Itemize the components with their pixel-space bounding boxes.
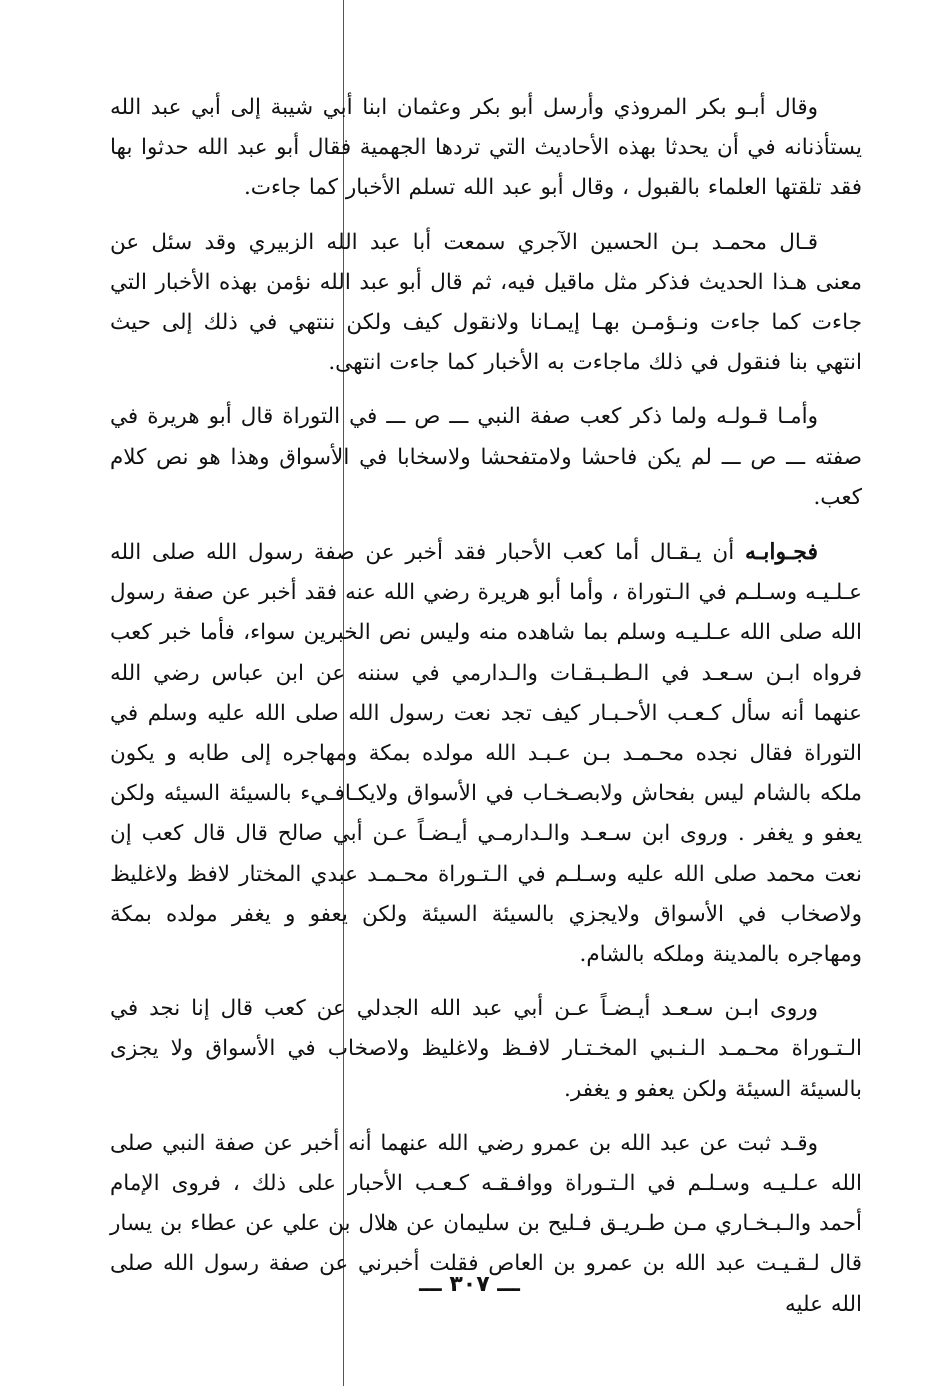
paragraph-ajurri bbox=[110, 223, 862, 384]
page-number: ـــ ٣٠٧ ـــ bbox=[419, 1272, 520, 1297]
paragraph-text: وأمـا قـولـه ولما ذكر كعب صفة النبي ـــ ص ـــ في التوراة قال أبو هريرة في صفته ـــ ص ـــ لم يكن فاحشا ولامتفحشا ولاسخابا في الأسواق وهذا هو نص كلام كعب. bbox=[110, 404, 862, 510]
paragraph-text: وقال أبـو بكر المروذي وأرسل أبو بكر وعثمان ابنا أبي شيبة إلى أبي عبد الله يستأذنانه في أن يحدثا بهذه الأحاديث التي تردها الجهمية فقال أبو عبد الله حدثوا بها فقد تلقتها العلماء بالقبول ، وقال أبو عبد الله تسلم الأخبار كما جاءت. bbox=[110, 95, 862, 201]
page-text bbox=[110, 88, 862, 1339]
paragraph-marwazi bbox=[110, 88, 862, 209]
paragraph-answer bbox=[110, 532, 862, 975]
answer-heading: فجـوابـه bbox=[744, 539, 818, 566]
paragraph-text: وروى ابـن سـعـد أيـضـاً عـن أبي عبد الله الجدلي عن كعب قال إنا نجد في الـتـوراة محـمـد الـنـبي المخـتـار لافـظ ولاغليظ ولاصخاب في الأسواق ولا يجزى بالسيئة السيئة ولكن يعفو و يغفر. bbox=[110, 996, 862, 1102]
paragraph-text: وقـد ثبت عن عبد الله بن عمرو رضي الله عنهما أنه أخبر عن صفة النبي صلى الله عـلـيـه وسـلـم في الـتـوراة ووافـقـه كـعـب الأحبار على ذلك ، فروى الإمام أحمد والـبـخـاري مـن طـريـق فـليح بن سليمان عن هلال بن علي عن عطاء بن يسار قال لـقـيـت عبد الله بن عمرو بن العاص فقلت أخبرني عن صفة رسول الله صلى الله عليه bbox=[110, 1130, 862, 1317]
paragraph-text: أن يـقـال أما كعب الأحبار فقد أخبر عن صفة رسول الله صلى الله عـلـيـه وسـلـم في الـتوراة ، وأما أبو هريرة رضي الله عنه فقد أخبر عن صفة رسول الله صلى الله عـلـيـه وسلم بما شاهده منه وليس نص الخبرين سواء، فأما خبر كعب فرواه ابـن سـعـد في الـطـبـقـات والـدارمي في سننه عن ابن عباس رضي الله عنهما أنه سأل كـعـب الأحـبـار كيف تجد نعت رسول الله صلى الله عليه وسلم في التوراة فقال نجده محـمـد بـن عـبـد الله مولده بمكة ومهاجره إلى طابه و يكون ملكه بالشام ليس بفحاش ولابصـخـاب في الأسواق ولايكـافـيء بالسيئة السيئه ولكن يعفو و يغفر . وروى ابن سـعـد والـدارمـي أيـضـاً عـن أبي صالح قال قال كعب إن نعت محمد صلى الله عليه وسـلـم في الـتـوراة محـمـد عبدي المختار لافظ ولاغليظ ولاصخاب في الأسواق ولايجزي بالسيئة السيئة ولكن يعفو و يغفر مولده بمكة ومهاجره بالمدينة وملكه بالشام. bbox=[110, 540, 862, 968]
paragraph-text: قـال محمـد بـن الحسين الآجري سمعت أبا عبد الله الزبيري وقد سئل عن معنى هـذا الحديث فذكر مثل ماقيل فيه، ثم قال أبو عبد الله نؤمن بهذه الأخبار التي جاءت كما جاءت ونـؤمـن بهـا إيمـانا ولانقول كيف ولكن ننتهي في ذلك إلى حيث انتهي بنا فنقول في ذلك ماجاءت به الأخبار كما جاءت انتهى. bbox=[110, 229, 862, 376]
paragraph-kaab-quote bbox=[110, 397, 862, 518]
paragraph-jadali bbox=[110, 989, 862, 1110]
